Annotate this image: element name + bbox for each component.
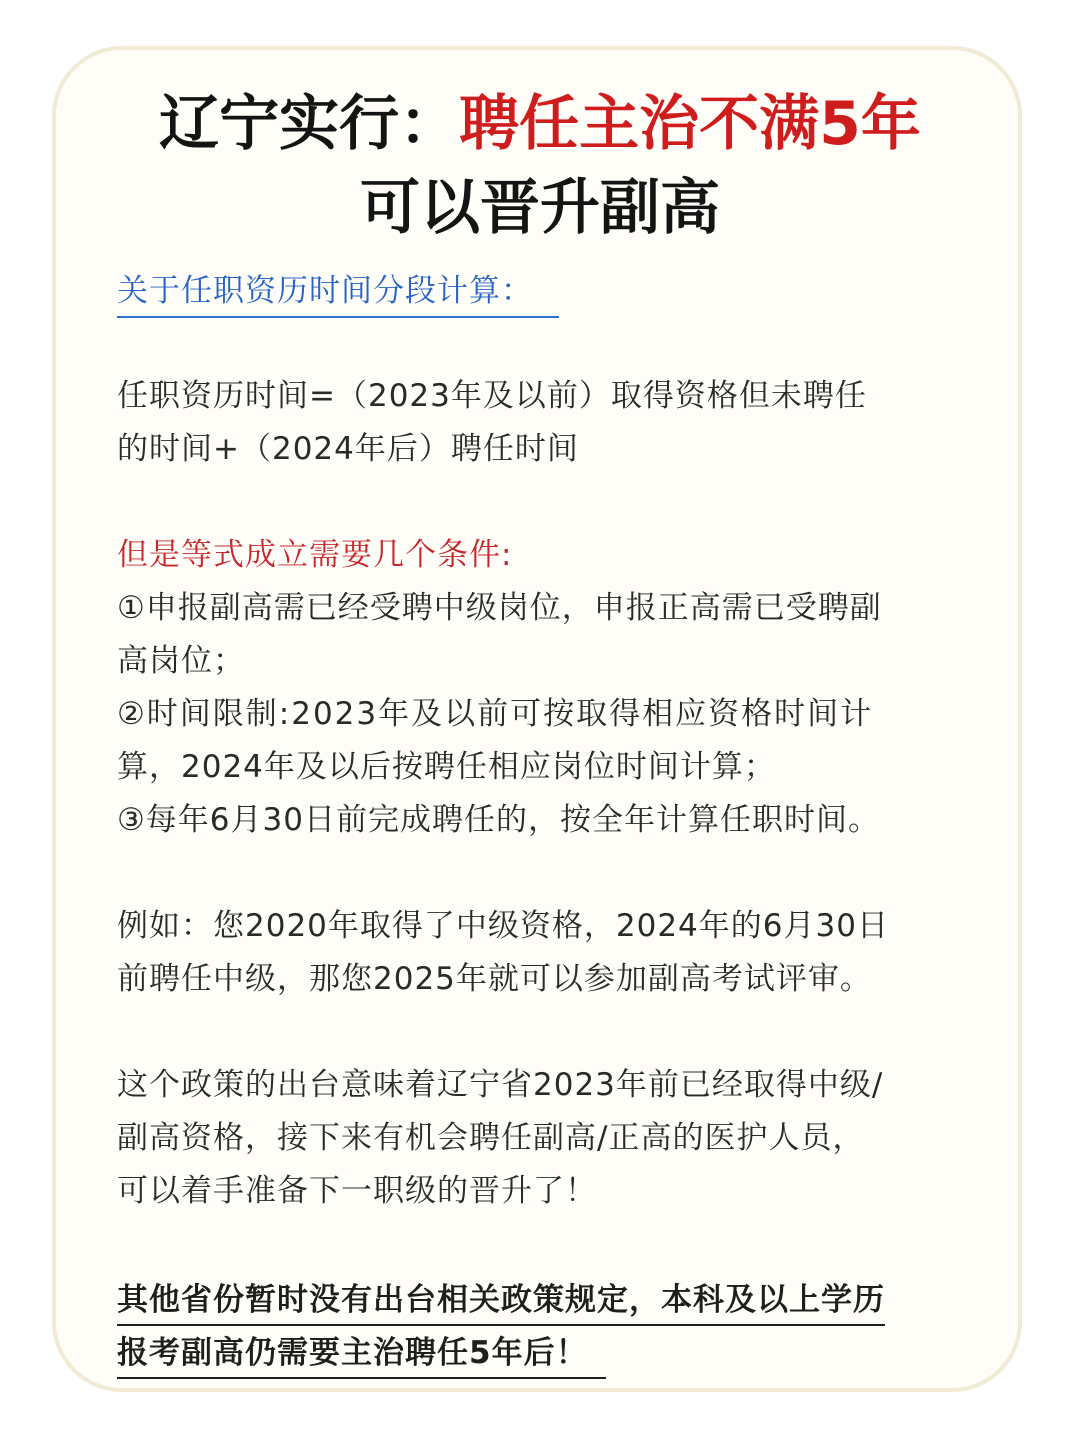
meaning-paragraph bbox=[117, 1059, 947, 1218]
condition-item-2: ②时间限制:2023年及以前可按取得相应资格时间计 bbox=[117, 696, 874, 732]
formula-line: 任职资历时间=（2023年及以前）取得资格但未聘任 bbox=[117, 378, 867, 414]
note-line: 其他省份暂时没有出台相关政策规定，本科及以上学历 bbox=[117, 1276, 885, 1326]
condition-item-1-cont: 高岗位； bbox=[117, 643, 245, 679]
title-highlight: 聘任主治不满5年 bbox=[459, 89, 921, 159]
meaning-line: 这个政策的出台意味着辽宁省2023年前已经取得中级/ bbox=[117, 1067, 884, 1103]
formula-paragraph bbox=[117, 370, 947, 476]
conditions-heading: 但是等式成立需要几个条件: bbox=[117, 537, 513, 573]
bold-note bbox=[117, 1274, 885, 1380]
condition-item-1: ①申报副高需已经受聘中级岗位，申报正高需已受聘副 bbox=[117, 590, 882, 626]
meaning-line: 副高资格，接下来有机会聘任副高/正高的医护人员， bbox=[117, 1120, 865, 1156]
example-line: 前聘任中级，那您2025年就可以参加副高考试评审。 bbox=[117, 961, 872, 997]
page-title bbox=[0, 84, 1080, 164]
title-prefix: 辽宁实行： bbox=[159, 89, 460, 159]
condition-item-3: ③每年6月30日前完成聘任的，按全年计算任职时间。 bbox=[117, 802, 880, 838]
section-subheading: 关于任职资历时间分段计算： bbox=[117, 266, 559, 318]
formula-line: 的时间+（2024年后）聘任时间 bbox=[117, 431, 579, 467]
condition-item-2-cont: 算，2024年及以后按聘任相应岗位时间计算； bbox=[117, 749, 776, 785]
page-title-line2: 可以晋升副高 bbox=[360, 173, 720, 243]
conditions-section bbox=[117, 529, 947, 847]
note-line: 报考副高仍需要主治聘任5年后！ bbox=[117, 1329, 606, 1379]
meaning-line: 可以着手准备下一职级的晋升了！ bbox=[117, 1173, 597, 1209]
example-line: 例如：您2020年取得了中级资格，2024年的6月30日 bbox=[117, 908, 889, 944]
example-paragraph bbox=[117, 900, 947, 1006]
